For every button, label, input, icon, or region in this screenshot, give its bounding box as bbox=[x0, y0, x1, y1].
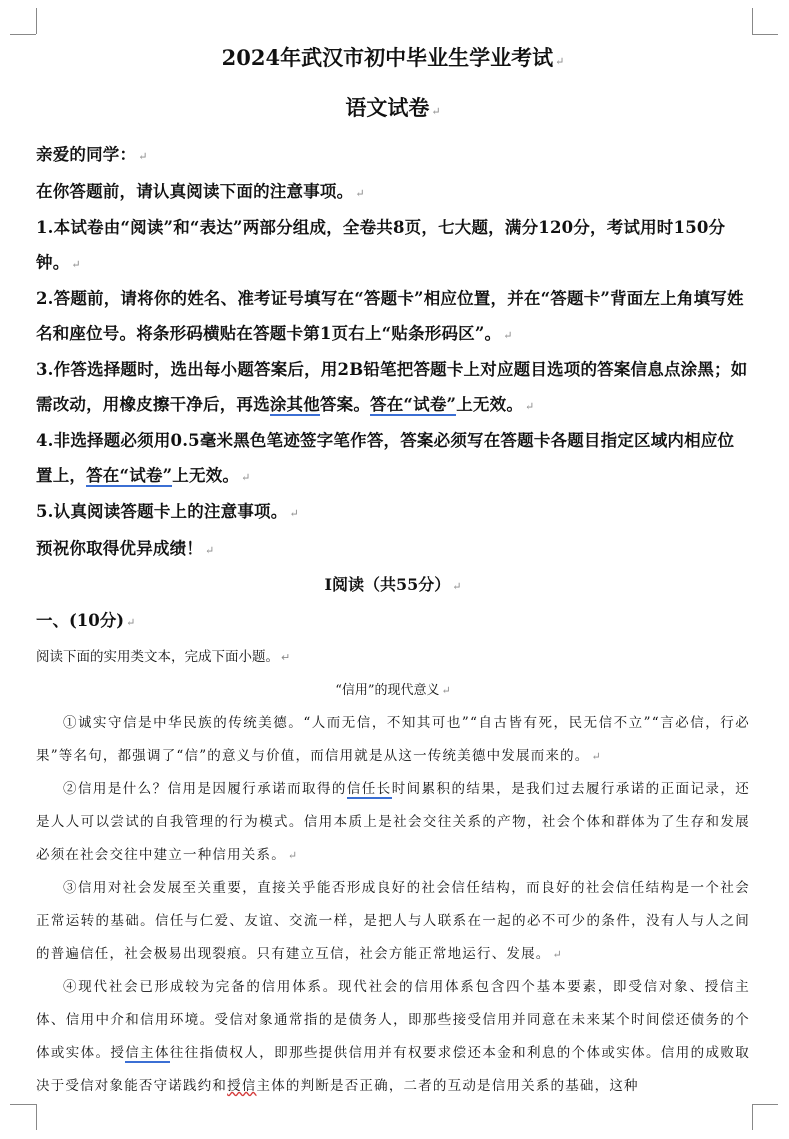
grammar-underline: 信主体 bbox=[125, 1045, 170, 1061]
notice-item-3: 3.作答选择题时，选出每小题答案后，用2B铅笔把答题卡上对应题目选项的答案信息点涂黑；如需改动，用橡皮擦干净后，再选涂其他答案。答在“试卷”上无效。 ↵ bbox=[36, 360, 748, 414]
article-paragraph-1: ①诚实守信是中华民族的传统美德。“人而无信，不知其可也”“自古皆有死，民无信不立”“言必信，行必果”等名句，都强调了“信”的意义与价值，而信用就是从这一传统美德中发展而来的。 ↵ bbox=[36, 715, 750, 764]
article-paragraph-4: ④现代社会已形成较为完备的信用体系。现代社会的信用体系包含四个基本要素，即受信对象、授信主体、信用中介和信用环境。受信对象通常指的是债务人，即那些接受信用并同意在未来某个时间偿还债务的个体或实体。授信主体往往指债权人，即那些提供信用并有权要求偿还本金和利息的个体或实体。信用的成败取决于受信对象能否守诺践约和授信主体的判断是否正确，二者的互动是信用关系的基础，这种 bbox=[36, 979, 750, 1094]
notice-intro: 在你答题前，请认真阅读下面的注意事项。 ↵ bbox=[36, 181, 365, 201]
question-heading: 一、(10分) ↵ bbox=[36, 611, 136, 630]
document-page bbox=[36, 40, 750, 1103]
question-instruction: 阅读下面的实用类文本，完成下面小题。 ↵ bbox=[36, 649, 291, 665]
crop-mark-bottom-right bbox=[752, 1104, 753, 1130]
article-title: “信用”的现代意义 ↵ bbox=[335, 683, 451, 698]
notice-item-2: 2.答题前，请将你的姓名、准考证号填写在“答题卡”相应位置，并在“答题卡”背面左上角填写姓名和座位号。将条形码横贴在答题卡第1页右上“贴条形码区”。 ↵ bbox=[36, 289, 744, 343]
spelling-underline: 授信 bbox=[227, 1078, 257, 1094]
notice-item-4: 4.非选择题必须用0.5毫米黑色笔迹签字笔作答，答案必须写在答题卡各题目指定区域内相应位置上，答在“试卷”上无效。 ↵ bbox=[36, 431, 735, 485]
crop-mark-bottom-left bbox=[10, 1104, 36, 1105]
exam-title: 2024年武汉市初中毕业生学业考试 ↵ bbox=[221, 45, 565, 70]
crop-mark-top-left bbox=[36, 8, 37, 34]
grammar-underline: 信任长 bbox=[346, 781, 392, 797]
crop-mark-top-right bbox=[752, 34, 778, 35]
crop-mark-bottom-right bbox=[752, 1104, 778, 1105]
notice-item-1: 1.本试卷由“阅读”和“表达”两部分组成，全卷共8页，七大题，满分120分，考试用时150分钟。 ↵ bbox=[36, 218, 726, 272]
crop-mark-top-right bbox=[752, 8, 753, 34]
notice-wish: 预祝你取得优异成绩！ ↵ bbox=[36, 538, 215, 558]
crop-mark-top-left bbox=[10, 34, 36, 35]
crop-mark-bottom-left bbox=[36, 1104, 37, 1130]
section-heading: Ⅰ阅读（共55分） ↵ bbox=[324, 575, 462, 594]
grammar-underline: 答在“试卷” bbox=[86, 465, 173, 485]
article-paragraph-3: ③信用对社会发展至关重要，直接关乎能否形成良好的社会信任结构，而良好的社会信任结构是一个社会正常运转的基础。信任与仁爱、友谊、交流一样，是把人与人联系在一起的必不可少的条件，没有人与人之间的普遍信任，社会极易出现裂痕。只有建立互信，社会方能正常地运行、发展。 ↵ bbox=[36, 880, 750, 962]
notice-item-5: 5.认真阅读答题卡上的注意事项。 ↵ bbox=[36, 502, 299, 521]
notice-greeting: 亲爱的同学： ↵ bbox=[36, 145, 148, 164]
article-paragraph-2: ②信用是什么？信用是因履行承诺而取得的信任长时间累积的结果，是我们过去履行承诺的正面记录，还是人人可以尝试的自我管理的行为模式。信用本质上是社会交往关系的产物，社会个体和群体为了生存和发展必须在社会交往中建立一种信用关系。 ↵ bbox=[36, 781, 750, 863]
exam-subtitle: 语文试卷 ↵ bbox=[345, 95, 441, 120]
grammar-underline: 答在“试卷” bbox=[370, 394, 457, 414]
grammar-underline: 涂其他 bbox=[269, 394, 320, 414]
